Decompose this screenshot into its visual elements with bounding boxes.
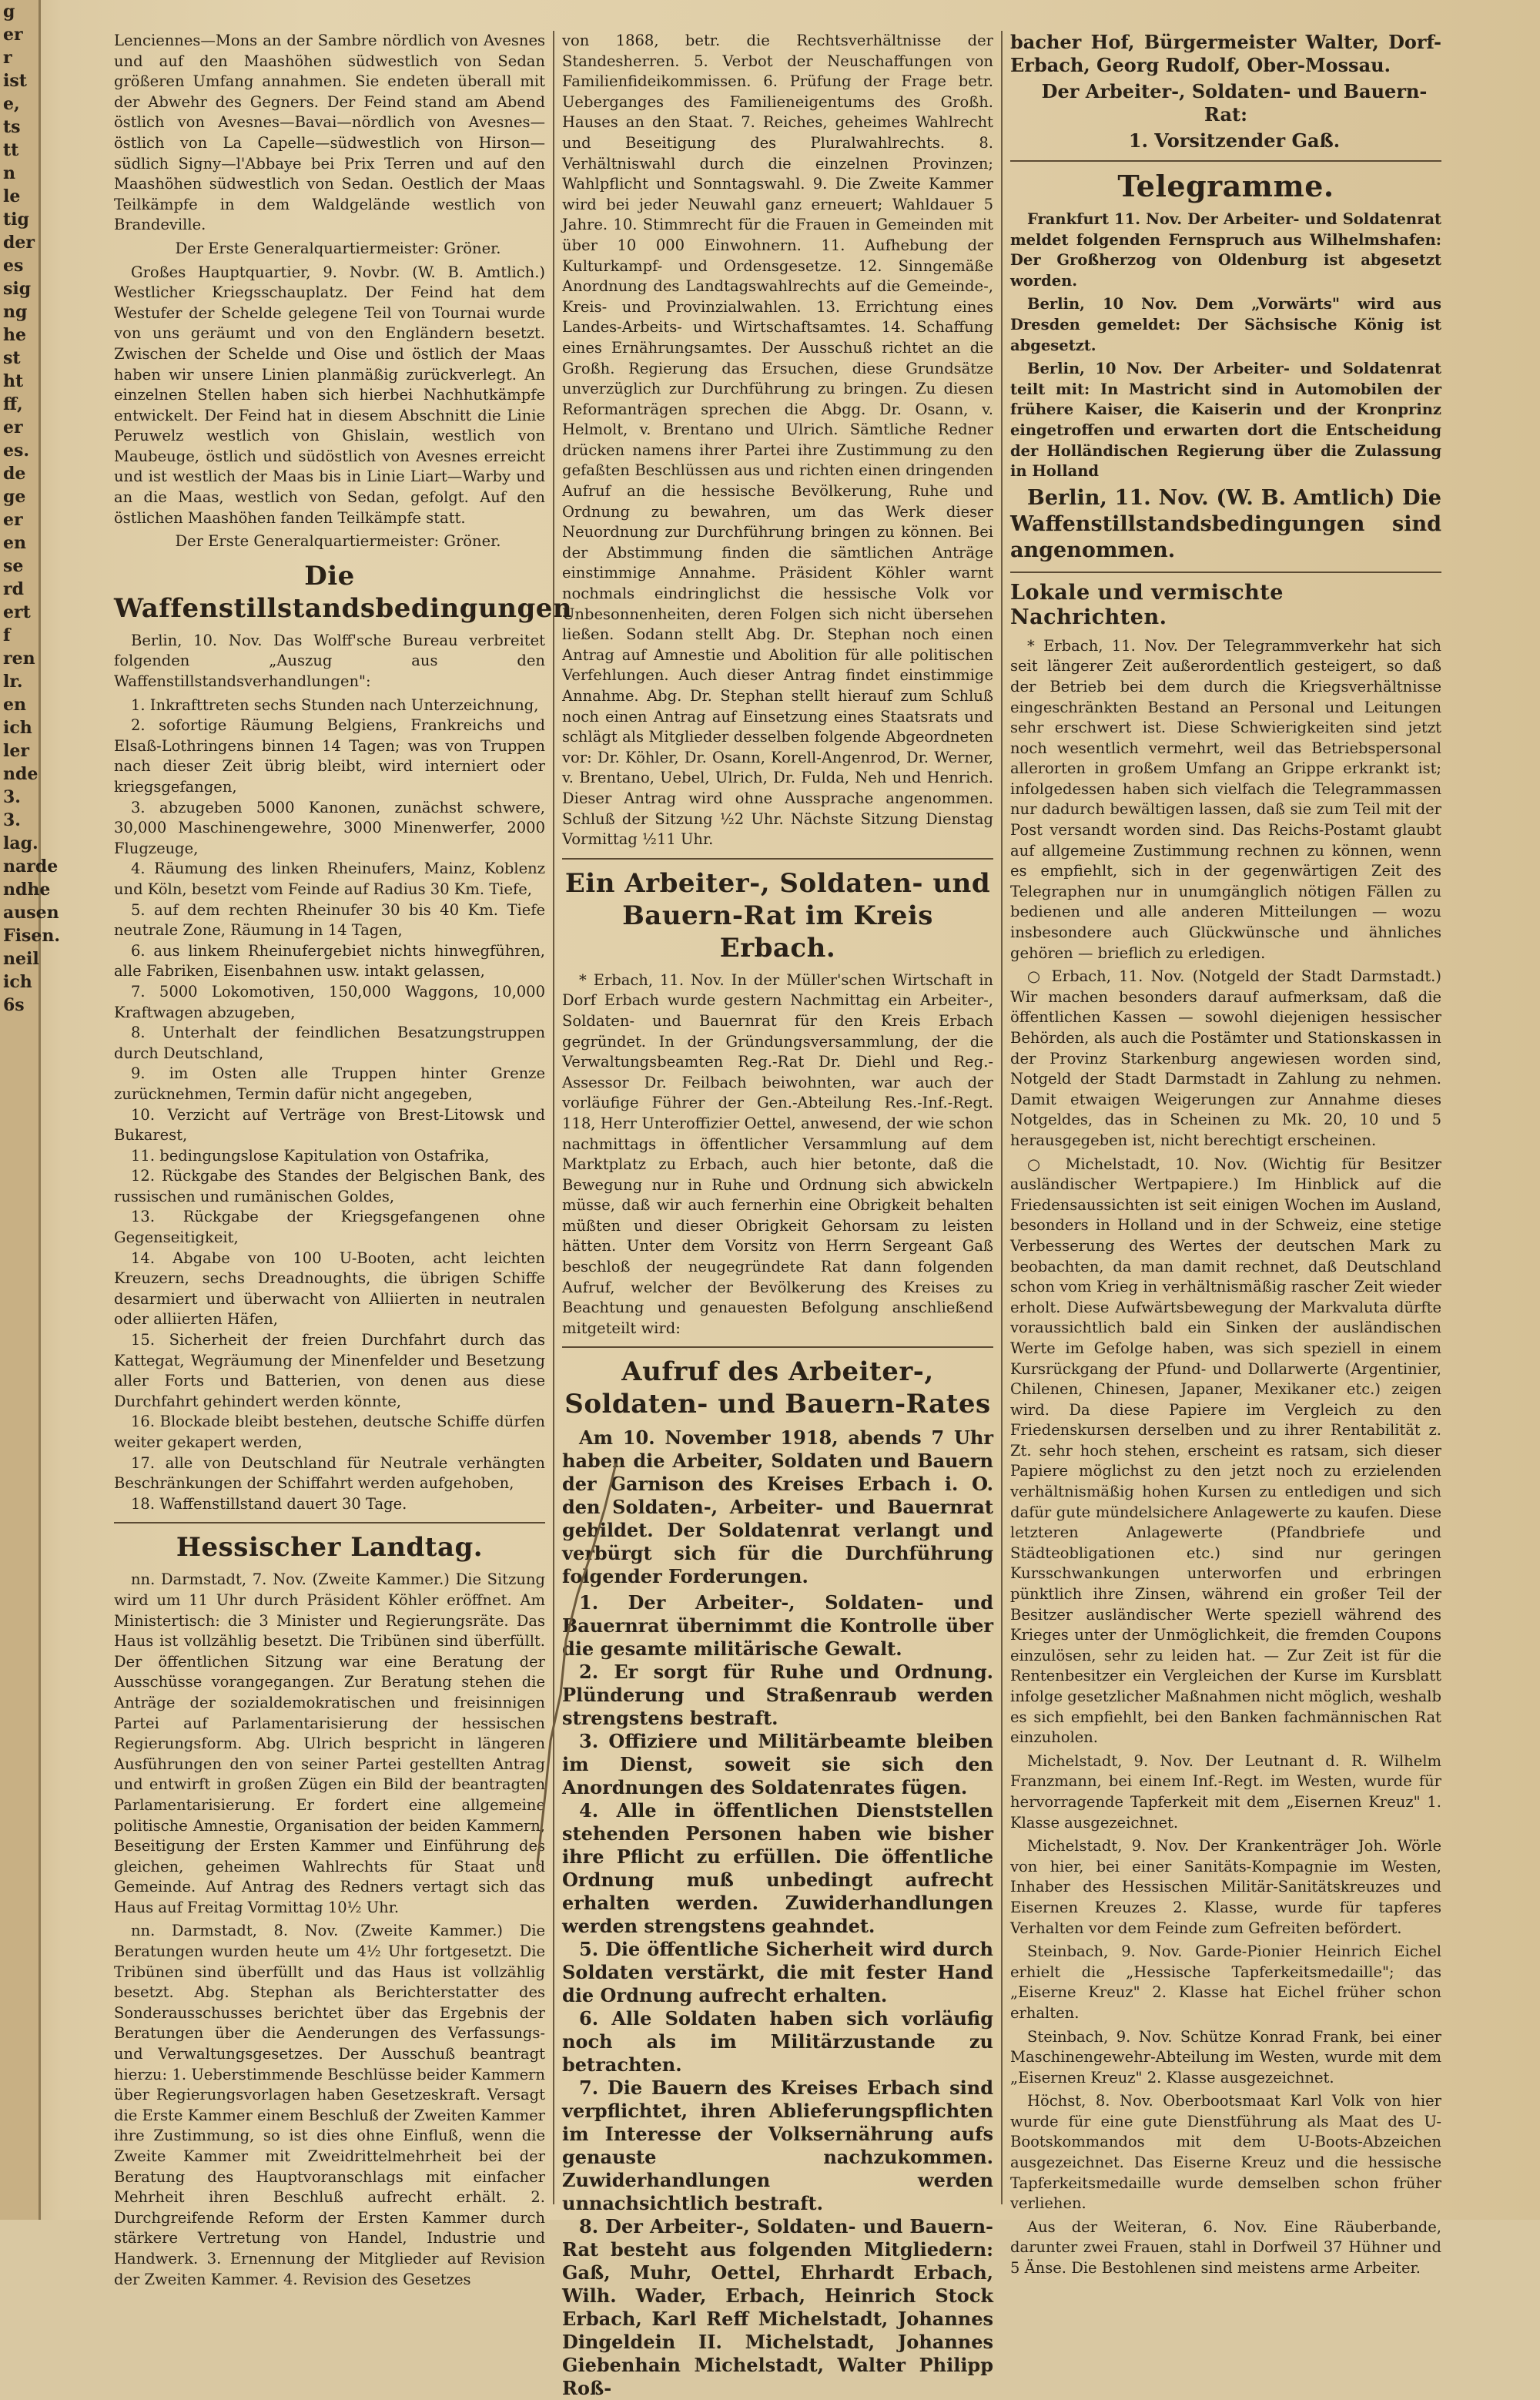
edge-fragment: ren	[3, 649, 35, 669]
proclamation-intro: Am 10. November 1918, abends 7 Uhr haben die Arbeiter, Soldaten und Bauern der Garnison des Kreises Erbach i. O. den Soldaten-, Arbeiter- und Bauernrat gebildet. Der Soldatenrat verlangt und verbürgt sich für die Durchführung folgender Forderungen.	[562, 1426, 993, 1588]
headquarters-report: Großes Hauptquartier, 9. Novbr. (W. B. Amtlich.) Westlicher Kriegsschauplatz. Der Feind hat dem Westufer der Schelde gelegene Teil von Tournai wurde von uns geräumt und von den Engländern besetzt. Zwischen der Schelde und Oise und östlich der Maas haben wir unsere Linien planmäßig zurückverlegt. An einzelnen Stellen haben sich hierbei Nachhutkämpfe entwickelt. Der Feind hat in diesem Abschnitt die Linie Peruwelz westlich von Ghislain, westlich von Maubeuge, östlich und südöstlich von Avesnes erreicht und ist westlich der Maas bis in Linie Liart—Warby und an die Maas, westlich von Sedan, gefolgt. Auf den östlichen Maashöhen fanden Teilkämpfe statt.	[114, 263, 545, 527]
column-divider-1	[553, 31, 554, 2204]
edge-fragment: 3.	[3, 810, 21, 830]
proclamation-point: 6. Alle Soldaten haben sich vorläufig noch als im Militärzustande zu betrachten.	[562, 2007, 993, 2077]
edge-fragment: g	[3, 2, 15, 22]
local-news-item: ○ Michelstadt, 10. Nov. (Wichtig für Besitzer ausländischer Wertpapiere.) Im Hinblick auf die Friedensaussichten ist seit einigen Wochen im Ausland, besonders in Holland und in der Schweiz, eine stetige Verbesserung des Wertes der deutschen Mark zu beobachten, da man damit rechnet, daß Deutschland schon vom Krieg in verhältnismäßig rascher Zeit wieder erholt. Diese Aufwärtsbewegung der Markvaluta dürfte voraussichtlich bald ein Sinken der ausländischen Werte im Gefolge haben, was sich speziell in einem Kursrückgang der Pfund- und Dollarwerte (Argentinier, Chilenen, Chinesen, Japaner, Mexikaner etc.) zeigen wird. Da diese Papiere im Vergleich zu den Friedenskursen derselben und zu ihrer Rentabilität z. Zt. sehr hoch stehen, erscheint es ratsam, sich dieser Papiere möglichst zu den jetzt noch zu erzielenden verhältnismäßig hohen Kursen zu entledigen und sich dafür gute mündelsichere Anlagewerte zu kaufen. Diese letzteren Anlagewerte (Pfandbriefe und Städteobligationen etc.) sind nur geringen Kursschwankungen unterworfen und erbringen pünktlich ihre Zinsen, während ein großer Teil der Besitzer ausländischer Werte speziell während des Krieges unter der Unmöglichkeit, die fremden Coupons einzulösen, sehr zu leiden hat. — Zur Zeit ist für die Rentenbesitzer ein Vergleichen der Kurse im Kursblatt infolge gesetzlicher Maßnahmen nicht möglich, weshalb es sich empfiehlt, bei den Banken fachmännischen Rat einzuholen.	[1010, 1155, 1441, 1747]
heading-proclamation: Aufruf des Arbeiter-, Soldaten- und Bauern-Rates	[564, 1356, 991, 1420]
front-report-text: Lenciennes—Mons an der Sambre nördlich von Avesnes und auf den Maashöhen südwestlich von Sedan größeren Umfang annahmen. Sie endeten überall mit der Abwehr des Gegners. Der Feind stand am Abend östlich von Avesnes—Bavai—nördlich von Avesnes—östlich von La Capelle—südwestlich von Hirson—südlich Signy—l'Abbaye bei Prix Terren und auf den Maashöhen südwestlich von Sedan. Oestlich der Maas Teilkämpfe in dem Waldgelände westlich von Brandeville.	[114, 32, 545, 234]
edge-fragment: nde	[3, 764, 38, 784]
local-news-item: Michelstadt, 9. Nov. Der Krankenträger Joh. Wörle von hier, bei einer Sanitäts-Kompagnie im Westen, Inhaber des Hessischen Militär-Sanitätskreuzes und Eisernen Kreuzes 2. Klasse, wurde für tapferes Verhalten vor dem Feinde zum Gefreiten befördert.	[1010, 1837, 1441, 1937]
proclamation-point: 1. Der Arbeiter-, Soldaten- und Bauernrat übernimmt die Kontrolle über die gesamte militärische Gewalt.	[562, 1591, 993, 1661]
heading-hessian-parliament: Hessischer Landtag.	[176, 1532, 484, 1564]
armistice-condition: 18. Waffenstillstand dauert 30 Tage.	[131, 1494, 407, 1513]
edge-fragment: e,	[3, 94, 20, 114]
edge-fragment: es.	[3, 441, 30, 461]
edge-fragment: ich	[3, 718, 32, 738]
column-2	[562, 31, 993, 2400]
armistice-accepted: Berlin, 11. Nov. (W. B. Amtlich) Die Waffenstillstandsbedingungen sind angenommen.	[1010, 485, 1441, 562]
edge-fragment: le	[3, 186, 21, 206]
signoff-2: Der Erste Generalquartiermeister: Gröner.	[175, 532, 501, 551]
armistice-condition: 3. abzugeben 5000 Kanonen, zunächst schwere, 30,000 Maschinengewehre, 3000 Minenwerfer, 2000 Flugzeuge,	[114, 798, 545, 857]
edge-fragment: ler	[3, 741, 29, 761]
proclamation-point: 2. Er sorgt für Ruhe und Ordnung. Plünderung und Straßenraub werden strengstens bestraft.	[562, 1661, 993, 1730]
edge-fragment: ht	[3, 371, 24, 391]
local-news-item: Michelstadt, 9. Nov. Der Leutnant d. R. Wilhelm Franzmann, bei einem Inf.-Regt. im Westen, wurde für hervorragende Tapferkeit mit dem „Eisernen Kreuz" 1. Klasse ausgezeichnet.	[1010, 1751, 1441, 1832]
edge-fragment: lag.	[3, 833, 38, 853]
telegram-item: Frankfurt 11. Nov. Der Arbeiter- und Soldatenrat meldet folgenden Fernspruch aus Wilhelmshafen: Der Großherzog von Oldenburg ist abgesetzt worden.	[1010, 210, 1441, 290]
edge-fragment: lr.	[3, 672, 23, 692]
proclamation-point: 3. Offiziere und Militärbeamte bleiben im Dienst, soweit sie sich den Anordnungen des Soldatenrates fügen.	[562, 1730, 993, 1799]
heading-telegrams: Telegramme.	[1117, 169, 1334, 203]
armistice-condition: 16. Blockade bleibt bestehen, deutsche Schiffe dürfen weiter gekapert werden,	[114, 1413, 545, 1451]
armistice-condition: 9. im Osten alle Truppen hinter Grenze zurücknehmen, Termin dafür nicht angegeben,	[114, 1064, 545, 1103]
erbach-council-report: * Erbach, 11. Nov. In der Müller'schen Wirtschaft in Dorf Erbach wurde gestern Nachmittag ein Arbeiter-, Soldaten- und Bauernrat für den Kreis Erbach gegründet. In der Gründungsversammlung, der die Verwaltungsbeamten Reg.-Rat Dr. Diehl und Reg.-Assessor Dr. Feilbach beiwohnten, war auch der vorläufige Führer der Gen.-Abteilung Res.-Inf.-Regt. 118, Herr Unteroffizier Oettel, anwesend, der wie schon nachmittags in öffentlicher Versammlung auf dem Marktplatz zu Erbach, auch hier betonte, daß die Bewegung nur in Ruhe und Ordnung sich abwickeln müsse, daß wir auch fernerhin eine Obrigkeit behalten müßten und dieser Obrigkeit Gehorsam zu leisten hätten. Unter dem Vorsitz von Herrn Sergeant Gaß beschloß der neugegründete Rat dann folgenden Aufruf, welcher der Bevölkerung des Kreises zu Beachtung und genauesten Befolgung anschließend mitgeteilt wird:	[562, 970, 993, 1337]
edge-fragment: ich	[3, 972, 32, 992]
armistice-condition: 11. bedingungslose Kapitulation von Ostafrika,	[131, 1146, 490, 1165]
council-signature-name: 1. Vorsitzender Gaß.	[1128, 129, 1341, 152]
armistice-condition: 17. alle von Deutschland für Neutrale verhängten Beschränkungen der Schiffahrt werden aufgehoben,	[114, 1453, 545, 1493]
edge-fragment: tig	[3, 209, 29, 230]
council-members-continuation: bacher Hof, Bürgermeister Walter, Dorf-Erbach, Georg Rudolf, Ober-Mossau.	[1010, 31, 1441, 76]
edge-fragment: tt	[3, 140, 19, 160]
local-news-item: Steinbach, 9. Nov. Schütze Konrad Frank, bei einer Maschinengewehr-Abteilung im Westen, wurde mit dem „Eisernen Kreuz" 2. Klasse ausgezeichnet.	[1010, 2027, 1441, 2087]
landtag-report-2: nn. Darmstadt, 8. Nov. (Zweite Kammer.) Die Beratungen wurden heute um 4½ Uhr fortgesetzt. Die Tribünen sind überfüllt und das Haus ist vollzählig besetzt. Abg. Stephan als Berichterstatter des Sonderausschusses berichtet über das Ergebnis der Beratungen über die Aenderungen des Verfassungs- und Verwaltungsgesetzes. Der Ausschuß beantragt hierzu: 1. Ueberstimmende Beschlüsse beider Kammern über Regierungsvorlagen haben Gesetzeskraft. Versagt die Erste Kammer einem Beschluß der Zweiten Kammer ihre Zustimmung, so ist dies ohne Einfluß, wenn die Zweite Kammer mit Zweidrittelmehrheit bei der Beratung des Hauptvoranschlags mit einfacher Mehrheit ihren Beschluß aufrecht erhält. 2. Durchgreifende Reform der Ersten Kammer durch stärkere Vertretung von Handel, Industrie und Handwerk. 3. Ernennung der Mitglieder auf Revision der Zweiten Kammer. 4. Revision des Gesetzes	[114, 1922, 545, 2288]
torn-left-edge	[0, 0, 61, 2220]
armistice-condition: 12. Rückgabe des Standes der Belgischen Bank, des russischen und rumänischen Goldes,	[114, 1167, 545, 1205]
local-news-item: Aus der Weiteran, 6. Nov. Eine Räuberbande, darunter zwei Frauen, stahl in Dorfweil 37 Hühner und 5 Änse. Die Bestohlenen sind meistens arme Arbeiter.	[1010, 2217, 1441, 2278]
edge-fragment: en	[3, 533, 26, 553]
edge-fragment: ng	[3, 302, 28, 322]
heading-armistice-conditions: Die Waffenstillstandsbedingungen	[114, 560, 573, 624]
edge-fragment: r	[3, 48, 12, 68]
edge-fragment: ausen	[3, 903, 59, 923]
edge-fragment: ts	[3, 117, 21, 137]
edge-fragment: se	[3, 556, 24, 576]
edge-fragment: der	[3, 233, 35, 253]
proclamation-points-list	[562, 1591, 993, 2400]
edge-fragment: ge	[3, 487, 26, 507]
armistice-condition: 7. 5000 Lokomotiven, 150,000 Waggons, 10,000 Kraftwagen abzugeben,	[114, 982, 545, 1021]
armistice-condition: 1. Inkrafttreten sechs Stunden nach Unterzeichnung,	[131, 696, 539, 714]
armistice-condition: 6. aus linkem Rheinufergebiet nichts hinwegführen, alle Fabriken, Eisenbahnen usw. intakt gelassen,	[114, 941, 545, 980]
landtag-report-1: nn. Darmstadt, 7. Nov. (Zweite Kammer.) Die Sitzung wird um 11 Uhr durch Präsident Köhler eröffnet. Am Ministertisch: die 3 Minister und Regierungsräte. Das Haus ist vollzählig besetzt. Die Tribünen sind überfüllt. Der öffentlichen Sitzung war eine Beratung der Ausschüsse vorangegangen. Zur Beratung stehen die Anträge der sozialdemokratischen und freisinnigen Partei auf Parlamentarisierung der hessischen Regierungsform. Abg. Ulrich bespricht in längeren Ausführungen den von seiner Partei gestellten Antrag und entwirft in großen Zügen ein Bild der beantragten Parlamentarisierung. Er fordert eine allgemeine politische Amnestie, Organisation der beiden Kammern, Beseitigung der Ersten Kammer und Einführung des gleichen, geheimen Wahlrechts für Staat und Gemeinde. Auf Antrag des Redners vertagt sich das Haus auf Freitag Vormittag 10½ Uhr.	[114, 1570, 545, 1916]
section-divider	[562, 1346, 993, 1348]
edge-fragment: he	[3, 325, 26, 345]
column-1	[114, 31, 573, 2288]
edge-fragment: f	[3, 625, 11, 645]
edge-fragment: sig	[3, 279, 32, 299]
heading-council-erbach: Ein Arbeiter-, Soldaten- und Bauern-Rat im Kreis Erbach.	[564, 867, 991, 964]
edge-fragment: neil	[3, 949, 39, 969]
edge-fragment: narde	[3, 856, 59, 877]
signoff-1: Der Erste Generalquartiermeister: Gröner.	[175, 239, 501, 257]
proclamation-point: 4. Alle in öffentlichen Dienststellen stehenden Personen haben wie bisher ihre Pflicht zu erfüllen. Die öffentliche Ordnung muß unbedingt aufrecht erhalten werden. Zuwiderhandlungen werden strengstens geahndet.	[562, 1799, 993, 1938]
heading-local-news: Lokale und vermischte Nachrichten.	[1010, 580, 1284, 629]
edge-fragment: en	[3, 695, 26, 715]
armistice-condition: 14. Abgabe von 100 U-Booten, acht leichten Kreuzern, sechs Dreadnoughts, die übrigen Schiffe desarmiert und überwacht von Alliierten in neutralen oder alliierten Häfen,	[114, 1249, 545, 1329]
edge-fragment: 6s	[3, 995, 25, 1015]
edge-fragment: ist	[3, 71, 27, 91]
section-divider	[1010, 160, 1441, 162]
armistice-condition: 8. Unterhalt der feindlichen Besatzungstruppen durch Deutschland,	[114, 1024, 545, 1062]
local-news-item: Steinbach, 9. Nov. Garde-Pionier Heinrich Eichel erhielt die „Hessische Tapferkeitsmedaille"; das „Eiserne Kreuz" 2. Klasse hat Eichel früher schon erhalten.	[1010, 1942, 1441, 2022]
edge-fragment: rd	[3, 579, 24, 599]
armistice-condition: 4. Räumung des linken Rheinufers, Mainz, Koblenz und Köln, besetzt vom Feinde auf Radius 30 Km. Tiefe,	[114, 860, 545, 898]
column-3	[1010, 31, 1441, 2278]
edge-fragment: 3.	[3, 787, 21, 807]
local-news-item: * Erbach, 11. Nov. Der Telegrammverkehr hat sich seit längerer Zeit außerordentlich gesteigert, so daß der Betrieb bei dem durch die Kriegsverhältnisse eingeschränkten Bestand an Personal und Leitungen sehr erschwert ist. Diese Schwierigkeiten sind jetzt noch wesentlich vermehrt, weil das Betriebspersonal allerorten in großem Umfang an Grippe erkrankt ist; infolgedessen haben sich vielfach die Telegrammassen nur dadurch bewältigen lassen, daß sie zum Teil mit der Post versandt worden sind. Das Reichs-Postamt glaubt auf allgemeine Zustimmung rechnen zu können, wenn es empfiehlt, sich in der gegenwärtigen Zeit des Telegraphen nur in unumgänglich nötigen Fällen zu bedienen und alle anderen Mitteilungen — wozu insbesondere auch Glückwünsche und ähnliches gehören — brieflich zu erledigen.	[1010, 636, 1441, 962]
telegram-item: Berlin, 10 Nov. Der Arbeiter- und Soldatenrat teilt mit: In Mastricht sind in Automobilen der frühere Kaiser, die Kaiserin und der Kronprinz eingetroffen und erwarten dort die Entscheidung der Holländischen Regierung über die Zulassung in Holland	[1010, 360, 1441, 481]
paper-tear	[531, 1463, 624, 1864]
local-news-list	[1010, 636, 1441, 2279]
edge-fragment: ff,	[3, 394, 23, 414]
edge-fragment: st	[3, 348, 21, 368]
armistice-condition: 5. auf dem rechten Rheinufer 30 bis 40 Km. Tiefe neutrale Zone, Räumung in 14 Tagen,	[114, 900, 545, 940]
local-news-item: Höchst, 8. Nov. Oberbootsmaat Karl Volk von hier wurde für eine gute Dienstführung als Maat des U-Bootskommandos mit dem U-Boots-Abzeichen ausgezeichnet. Das Eiserne Kreuz und die hessische Tapferkeitsmedaille wurde demselben schon früher verliehen.	[1010, 2092, 1441, 2213]
proclamation-point: 5. Die öffentliche Sicherheit wird durch Soldaten verstärkt, die mit fester Hand die Ordnung aufrecht erhalten.	[562, 1938, 993, 2007]
armistice-condition: 15. Sicherheit der freien Durchfahrt durch das Kattegat, Wegräumung der Minenfelder und Besetzung aller Forts und Batterien, von denen aus diese Durchfahrt gehindert werden könnte,	[114, 1331, 545, 1410]
armistice-condition: 13. Rückgabe der Kriegsgefangenen ohne Gegenseitigkeit,	[114, 1208, 545, 1247]
armistice-condition: 10. Verzicht auf Verträge von Brest-Litowsk und Bukarest,	[114, 1105, 545, 1145]
edge-fragment: er	[3, 417, 23, 437]
armistice-condition: 2. sofortige Räumung Belgiens, Frankreichs und Elsaß-Lothringens binnen 14 Tagen; was von Truppen nach dieser Zeit übrig bleibt, wird interniert oder kriegsgefangen,	[114, 716, 545, 796]
section-divider	[562, 858, 993, 860]
telegram-item: Berlin, 10 Nov. Dem „Vorwärts" wird aus Dresden gemeldet: Der Sächsische König ist abgesetzt.	[1010, 295, 1441, 354]
edge-fragment: es	[3, 256, 24, 276]
telegram-list	[1010, 209, 1441, 482]
edge-fragment: ert	[3, 602, 31, 622]
landtag-continuation: von 1868, betr. die Rechtsverhältnisse der Standesherren. 5. Verbot der Neuschaffungen von Familienfideikommissen. 6. Prüfung der Frage betr. Ueberganges des Familieneigentums des Großh. Hauses an den Staat. 7. Reiches, geheimes Wahlrecht und Beseitigung des Pluralwahlrechts. 8. Verhältniswahl durch die einzelnen Provinzen; Wahlpflicht und Sonntagswahl. 9. Die Zweite Kammer wird bei jeder Neuwahl ganz erneuert; Wahldauer 5 Jahre. 10. Stimmrecht für die Frauen in Gemeinden mit über 10 000 Einwohnern. 11. Aufhebung der Kulturkampf- und Ordensgesetze. 12. Sinngemäße Anordnung des Landtagswahlrechts auf die Gemeinde-, Kreis- und Provinzialwahlen. 13. Errichtung eines Landes-Arbeits- und Wirtschaftsamtes. 14. Schaffung eines Ernährungsamtes. Der Ausschuß richtet an die Großh. Regierung das Ersuchen, diese Grundsätze unverzüglich zur Durchführung zu bringen. Zu diesen Reformanträgen sprechen die Abgg. Dr. Osann, v. Helmolt, v. Brentano und Ulrich. Sämtliche Redner drücken namens ihrer Partei ihre Zustimmung zu den gefaßten Beschlüssen aus und richten einen dringenden Aufruf an die hessische Bevölkerung, Ruhe und Ordnung zu bewahren, um das Werk dieser Neuordnung zur Durchführung bringen zu können. Bei der Abstimmung finden die sämtlichen Anträge einstimmige Annahme. Präsident Köhler warnt nochmals eindringlichst die hessische Volk vor Unbesonnenheiten, deren Folgen sich nicht übersehen ließen. Sodann stellt Abg. Dr. Stephan noch einen Antrag auf Amnestie und Abolition für alle politischen Verfehlungen. Auch dieser Antrag findet einstimmige Annahme. Abg. Dr. Stephan stellt hierauf zum Schluß noch einen Antrag auf Einsetzung eines Staatsrats und schlägt als Mitglieder desselben folgende Abgeordneten vor: Dr. Köhler, Dr. Osann, Korell-Angenrod, Dr. Werner, v. Brentano, Uebel, Ulrich, Dr. Fulda, Neh und Henrich. Dieser Antrag wird ohne Aussprache angenommen. Schluß der Sitzung ½2 Uhr. Nächste Sitzung Dienstag Vormittag ½11 Uhr.	[562, 32, 993, 849]
edge-fragment: n	[3, 163, 15, 183]
edge-fragment: er	[3, 510, 23, 530]
wolff-intro: Berlin, 10. Nov. Das Wolff'sche Bureau verbreitet folgenden „Auszug aus den Waffenstillstandsverhandlungen":	[114, 631, 545, 691]
column-divider-2	[1001, 31, 1003, 2204]
section-divider	[114, 1522, 545, 1523]
local-news-item: ○ Erbach, 11. Nov. (Notgeld der Stadt Darmstadt.) Wir machen besonders darauf aufmerksam, daß die öffentlichen Kassen — sowohl diejenigen hessischer Behörden, als auch die Postämter und Stationskassen in der Provinz Starkenburg angewiesen worden sind, Notgeld der Stadt Darmstadt in Zahlung zu nehmen. Damit etwaigen Weigerungen zur Annahme dieses Notgeldes, das in Scheinen zu Mk. 20, 10 und 5 herausgegeben ist, nicht berechtigt erscheinen.	[1010, 967, 1441, 1149]
proclamation-point: 8. Der Arbeiter-, Soldaten- und Bauern-Rat besteht aus folgenden Mitgliedern: Gaß, Muhr, Oettel, Ehrhardt Erbach, Wilh. Wader, Erbach, Heinrich Stock Erbach, Karl Reff Michelstadt, Johannes Dingeldein II. Michelstadt, Johannes Giebenhain Michelstadt, Walter Philipp Roß-	[562, 2215, 993, 2400]
council-signature-title: Der Arbeiter-, Soldaten- und Bauern-Rat:	[1041, 80, 1428, 126]
edge-fragment: ndhe	[3, 880, 51, 900]
edge-fragment: de	[3, 464, 26, 484]
armistice-conditions-list	[114, 696, 545, 1515]
section-divider	[1010, 572, 1441, 573]
edge-fragment: Fisen.	[3, 926, 61, 946]
edge-fragment: er	[3, 25, 23, 45]
proclamation-point: 7. Die Bauern des Kreises Erbach sind verpflichtet, ihren Ablieferungspflichten im Interesse der Volksernährung aufs genauste nachzukommen. Zuwiderhandlungen werden unnachsichtlich bestraft.	[562, 2077, 993, 2215]
